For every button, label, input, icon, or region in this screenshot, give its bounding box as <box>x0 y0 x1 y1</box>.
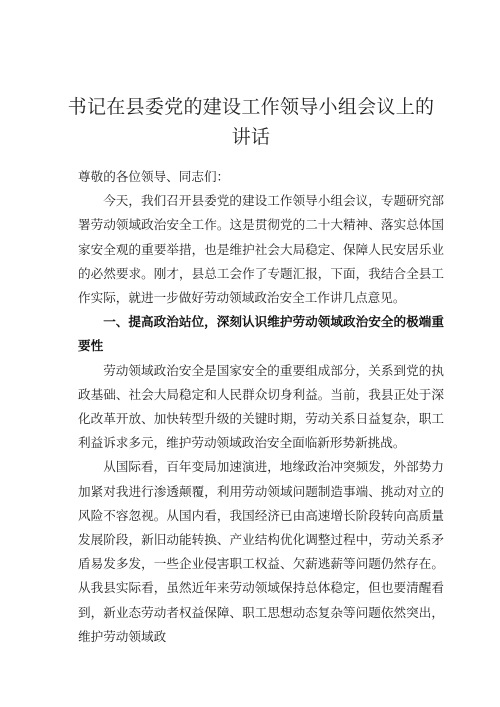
paragraph-situation: 从国际看，百年变局加速演进，地缘政治冲突频发，外部势力加紧对我进行渗透颠覆，利用劳动领域问题制造事端、挑动对立的风险不容忽视。从国内看，我国经济已由高速增长阶段转向高质量发展阶段，新旧动能转换、产业结构优化调整过程中，劳动关系矛盾易发多发，一些企业侵害职工权益、欠薪逃薪等问题仍然存在。从我县实际看，虽然近年来劳动领域保持总体稳定，但也要清醒看到，新业态劳动者权益保障、职工思想动态复杂等问题依然突出，维护劳动领域政 <box>78 459 444 644</box>
document-title: 书记在县委党的建设工作领导小组会议上的讲话 <box>67 96 435 148</box>
paragraph-opening: 今天，我们召开县委党的建设工作领导小组会议，专题研究部署劳动领域政治安全工作。这是贯彻党的二十大精神、落实总体国家安全观的重要举措，也是维护社会大局稳定、保障人民安居乐业的必然要求。刚才，县总工会作了专题汇报，下面，我结合全县工作实际，就进一步做好劳动领域政治安全工作讲几点意见。 <box>78 193 444 306</box>
paragraph-importance: 劳动领域政治安全是国家安全的重要组成部分，关系到党的执政基础、社会大局稳定和人民群众切身利益。当前，我县正处于深化改革开放、加快转型升级的关键时期，劳动关系日益复杂，职工利益诉求多元，维护劳动领域政治安全面临新形势新挑战。 <box>78 362 444 451</box>
salutation: 尊敬的各位领导、同志们： <box>78 169 230 184</box>
section-heading-1: 一、提高政治站位，深刻认识维护劳动领域政治安全的极端重要性 <box>78 314 444 354</box>
document-body <box>78 165 444 649</box>
